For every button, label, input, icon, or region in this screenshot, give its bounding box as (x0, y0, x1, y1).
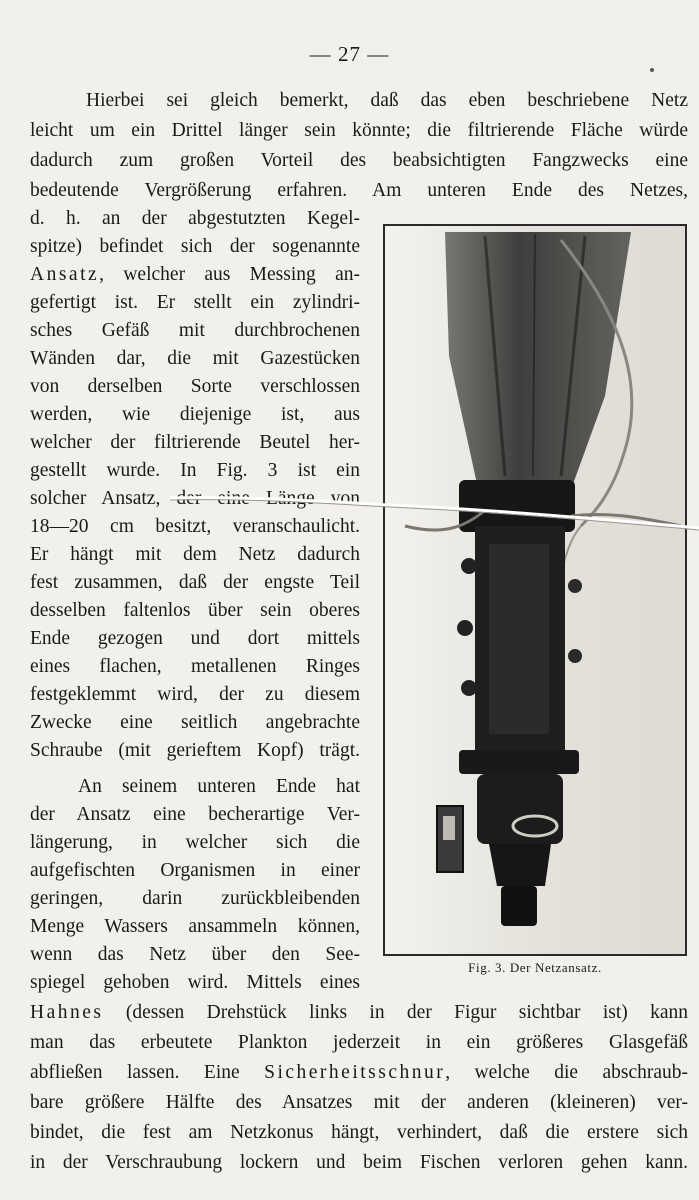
emphasized-word: Ansatz (30, 264, 100, 285)
text-line: gestellt wurde. In Fig. 3 ist ein (30, 460, 360, 481)
emphasized-word: Hahnes (30, 1002, 104, 1023)
text-line: Schraube (mit gerieftem Kopf) trägt. (30, 740, 360, 761)
text-line: 18—20 cm besitzt, veranschaulicht. (30, 516, 360, 537)
text-line: Hahnes (dessen Drehstück links in der Figur sichtbar ist) kann (30, 1002, 688, 1023)
text-line: Menge Wassers ansammeln können, (30, 916, 360, 937)
text-line: solcher Ansatz, der eine Länge von (30, 488, 360, 509)
text-line: der Ansatz eine becherartige Ver- (30, 804, 360, 825)
text-line: Ende gezogen und dort mittels (30, 628, 360, 649)
thread-collar (459, 750, 579, 774)
rivet (568, 649, 582, 663)
ring-clamp (459, 480, 575, 532)
text-line: geringen, darin zurückbleibenden (30, 888, 360, 909)
text-line: aufgefischten Organismen in einer (30, 860, 360, 881)
rivet (461, 558, 477, 574)
text-line: längerung, in welcher sich die (30, 832, 360, 853)
text-line: gefertigt ist. Er stellt ein zylindri- (30, 292, 360, 313)
rivet (568, 579, 582, 593)
text-line: dadurch zum großen Vorteil des beabsichtigten Fangzwecks eine (30, 150, 688, 171)
text-line: An seinem unteren Ende hat (78, 776, 360, 797)
text-line: Zwecke eine seitlich angebrachte (30, 712, 360, 733)
text-line: welcher der filtrierende Beutel her- (30, 432, 360, 453)
attachment-window (489, 544, 549, 734)
text-line: bare größere Hälfte des Ansatzes mit der anderen (kleineren) ver- (30, 1092, 688, 1113)
text-line: fest zusammen, daß der engste Teil (30, 572, 360, 593)
text-line: Hierbei sei gleich bemerkt, daß das eben beschriebene Netz (86, 90, 688, 111)
ink-speck (650, 68, 654, 72)
figure-photo (383, 224, 687, 956)
text-line: abfließen lassen. Eine Sicherheitsschnur, welche die abschraub- (30, 1062, 688, 1083)
text-line: eines flachen, metallenen Ringes (30, 656, 360, 677)
text-line: festgeklemmt wird, der zu diesem (30, 684, 360, 705)
text-line: Er hängt mit dem Netz dadurch (30, 544, 360, 565)
page-number: — 27 — (309, 42, 390, 66)
emphasized-word: Sicherheitsschnur (264, 1062, 446, 1083)
cup-bottom (489, 844, 551, 886)
text-line: von derselben Sorte verschlossen (30, 376, 360, 397)
text-line: Wänden dar, die mit Gazestücken (30, 348, 360, 369)
text-line: leicht um ein Drittel länger sein könnte; die filtrierende Fläche würde (30, 120, 688, 141)
text-line: d. h. an der abgestutzten Kegel- (30, 208, 360, 229)
text-line: in der Verschraubung lockern und beim Fischen verloren gehen kann. (30, 1152, 688, 1173)
text-line: desselben faltenlos über sein oberes (30, 600, 360, 621)
figure-caption: Fig. 3. Der Netzansatz. (468, 960, 602, 975)
text-line: bindet, die fest am Netzkonus hängt, verhindert, daß die erstere sich (30, 1122, 688, 1143)
text-line: wenn das Netz über den See- (30, 944, 360, 965)
text-line: spiegel gehoben wird. Mittels eines (30, 972, 360, 993)
text-line: werden, wie diejenige ist, aus (30, 404, 360, 425)
text-line: Ansatz, welcher aus Messing an- (30, 264, 360, 285)
outlet-spout (501, 886, 537, 926)
text-line: man das erbeutete Plankton jederzeit in ein größeres Glasgefäß (30, 1032, 688, 1053)
text-line: bedeutende Vergrößerung erfahren. Am unteren Ende des Netzes, (30, 180, 688, 201)
rivet (461, 680, 477, 696)
text-line: sches Gefäß mit durchbrochenen (30, 320, 360, 341)
tap-key (443, 816, 455, 840)
rivet (457, 620, 473, 636)
text-line: spitze) befindet sich der sogenannte (30, 236, 360, 257)
